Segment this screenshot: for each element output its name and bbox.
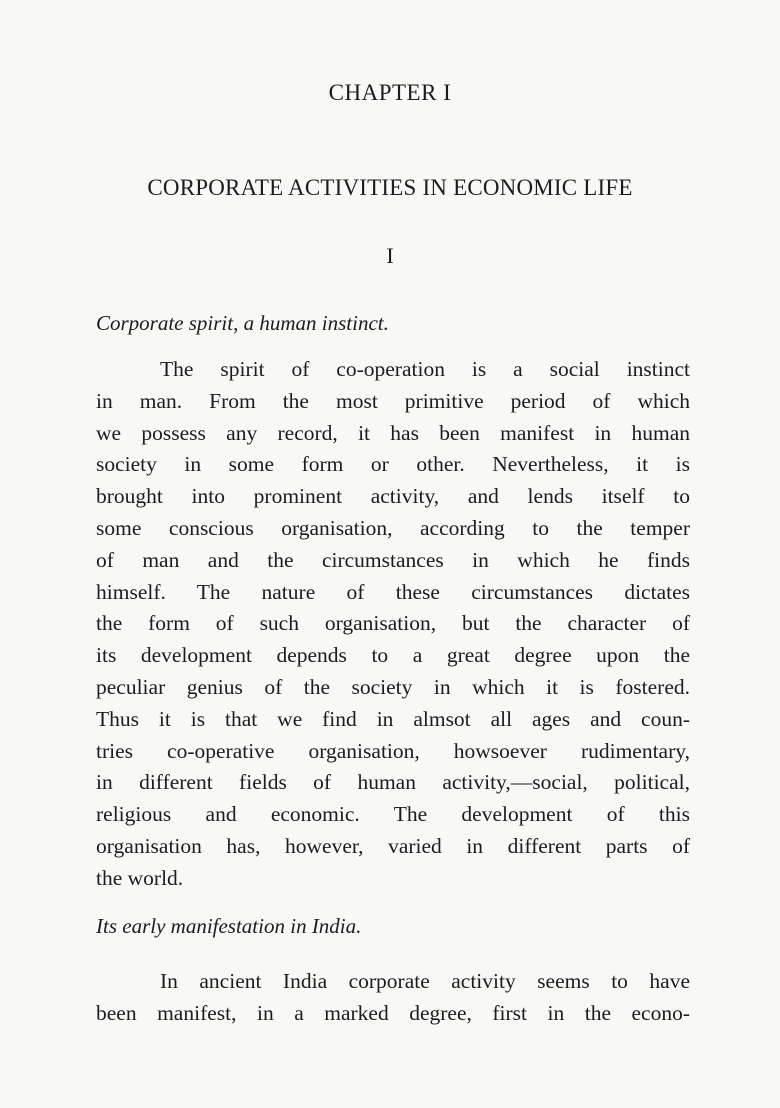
text-line: in man. From the most primitive period of which bbox=[96, 388, 690, 413]
chapter-label: CHAPTER I bbox=[328, 80, 452, 105]
text-line: its development depends to a great degree upon the bbox=[96, 643, 690, 668]
sidenote-early-india: Its early manifestation in India. bbox=[96, 914, 362, 938]
sidenote-corporate-spirit: Corporate spirit, a human instinct. bbox=[96, 311, 389, 335]
text-line: himself. The nature of these circumstances dictates bbox=[96, 579, 690, 604]
text-line: we possess any record, it has been manifest in human bbox=[96, 420, 690, 445]
text-line: Thus it is that we find in almsot all ages and coun- bbox=[96, 706, 690, 731]
paragraph-2 bbox=[96, 966, 690, 1030]
text-line: the form of such organisation, but the character of bbox=[96, 611, 690, 636]
chapter-title: CORPORATE ACTIVITIES IN ECONOMIC LIFE bbox=[147, 175, 633, 200]
text-line: been manifest, in a marked degree, first in the econo- bbox=[96, 1000, 690, 1025]
text-line: of man and the circumstances in which he finds bbox=[96, 547, 690, 572]
text-line: the world. bbox=[96, 865, 184, 890]
text-line: religious and economic. The development of this bbox=[96, 802, 690, 827]
section-number: I bbox=[386, 243, 394, 268]
text-line: brought into prominent activity, and lends itself to bbox=[96, 484, 690, 509]
text-line: some conscious organisation, according to the temper bbox=[96, 515, 690, 540]
text-line: organisation has, however, varied in different parts of bbox=[96, 833, 690, 858]
text-line: In ancient India corporate activity seems to have bbox=[160, 969, 690, 993]
paragraph-1 bbox=[96, 354, 690, 895]
text-line: The spirit of co-operation is a social instinct bbox=[160, 357, 690, 381]
text-line: society in some form or other. Nevertheless, it is bbox=[96, 452, 690, 477]
text-line: tries co-operative organisation, howsoever rudimentary, bbox=[96, 738, 690, 763]
text-line: in different fields of human activity,—social, political, bbox=[96, 770, 690, 795]
text-line: peculiar genius of the society in which it is fostered. bbox=[96, 674, 690, 699]
